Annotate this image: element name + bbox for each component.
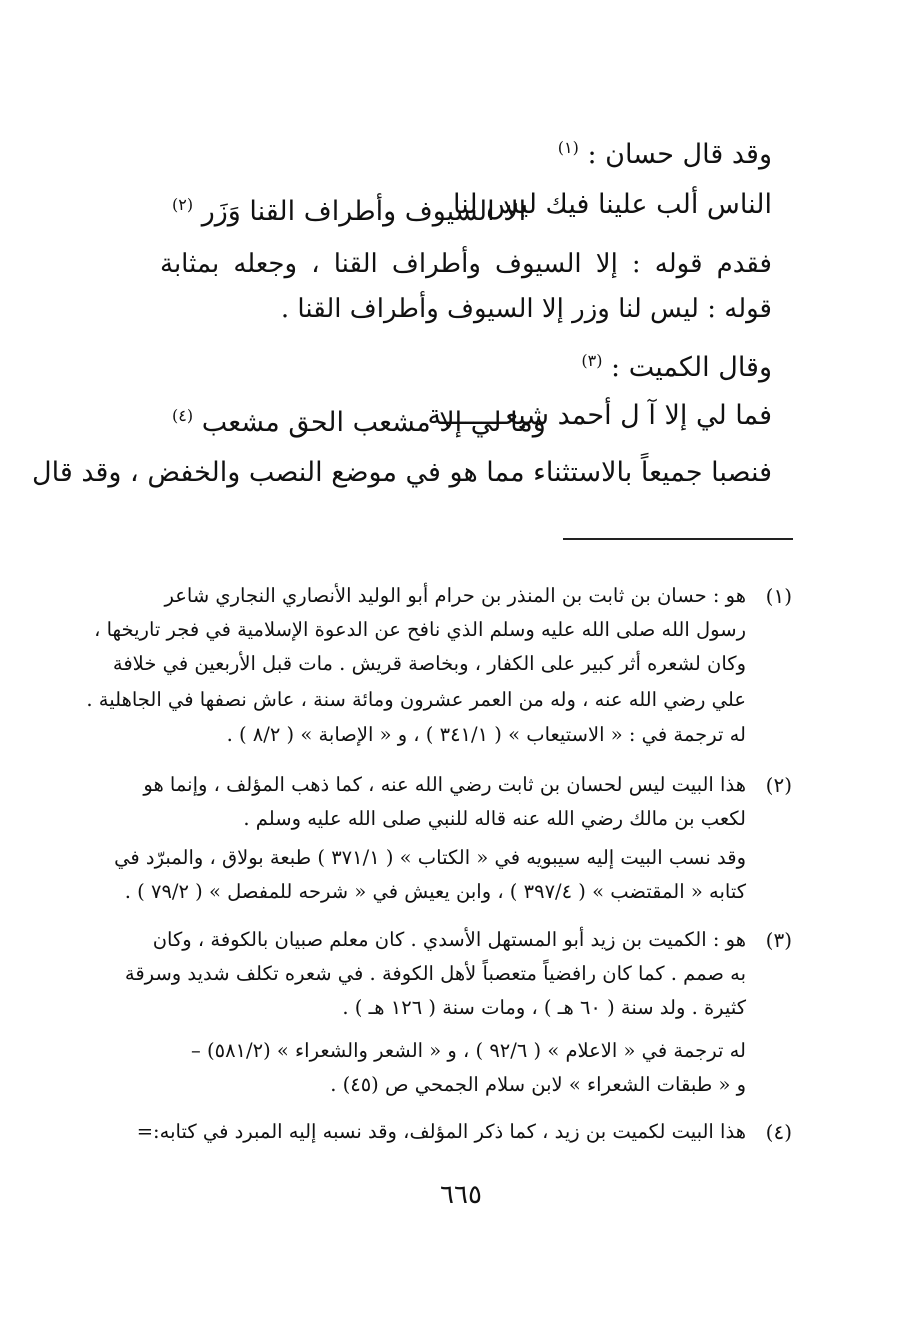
footnote-number-4: (٤) (765, 1120, 792, 1144)
footnote-3-line: به صمم . كما كان رافضياً متعصباً لأهل الكوفة . في شعره تكلف شديد وسرقة (124, 962, 746, 985)
footnote-3-line: هو : الكميت بن زيد أبو المستهل الأسدي . كان معلم صبيان بالكوفة ، وكان (152, 928, 746, 951)
footnote-ref-2: (٢) (172, 195, 194, 214)
footnote-number-3: (٣) (765, 928, 792, 952)
verse2-second-hemistich (172, 401, 546, 438)
footnote-1-line: وكان لشعره أثر كبير على الكفار ، وبخاصة قريش . مات قبل الأربعين في خلافة (112, 652, 746, 675)
verse1-second-text: الا السيوف وأطراف القنا وَزَر (201, 196, 527, 227)
intro-text-2: وقال الكميت : (611, 352, 772, 383)
page-number: ٦٦٥ (440, 1180, 482, 1210)
footnote-ref-4: (٤) (172, 406, 194, 425)
footnote-1-line: له ترجمة في : « الاستيعاب » ( ٣٤١/١ ) ، و « الإصابة » ( ٨/٢ ) . (226, 723, 746, 746)
footnote-4-line: هذا البيت لكميت بن زيد ، كما ذكر المؤلف، وقد نسبه إليه المبرد في كتابه:= (136, 1120, 746, 1143)
intro-line-hassan (132, 133, 772, 170)
verse1-first-hemistich: الناس ألب علينا فيك ليس لنا (453, 189, 772, 220)
explanation-paragraph-2: فنصبا جميعاً بالاستثناء مما هو في موضع النصب والخفض ، وقد قال (32, 457, 772, 488)
verse2-second-text: وما لي إلا مشعب الحق مشعب (201, 407, 546, 438)
footnote-separator (563, 538, 793, 540)
footnote-2-line: وقد نسب البيت إليه سيبويه في « الكتاب » ( ٣٧١/١ ) طبعة بولاق ، والمبرّد في (114, 846, 746, 869)
footnote-1-line: رسول الله صلى الله عليه وسلم الذي نافح عن الدعوة الإسلامية في فجر تاريخها ، (94, 618, 746, 641)
footnote-1-line: علي رضي الله عنه ، وله من العمر عشرون ومائة سنة ، عاش نصفها في الجاهلية . (86, 688, 746, 711)
footnote-ref-1: (١) (557, 138, 579, 157)
intro-text: وقد قال حسان : (587, 139, 772, 170)
footnote-2-line: لكعب بن مالك رضي الله عنه قاله للنبي صلى الله عليه وسلم . (243, 807, 746, 830)
footnote-1-line: هو : حسان بن ثابت بن المنذر بن حرام أبو الوليد الأنصاري النجاري شاعر (164, 584, 746, 607)
footnote-ref-3: (٣) (581, 351, 603, 370)
footnote-3-line: كثيرة . ولد سنة ( ٦٠ هـ ) ، ومات سنة ( ١٢٦ هـ ) . (342, 996, 746, 1019)
footnote-2-line: هذا البيت ليس لحسان بن ثابت رضي الله عنه ، كما ذهب المؤلف ، وإنما هو (143, 773, 746, 796)
explanation-paragraph-1: فقدم قوله : إلا السيوف وأطراف القنا ، وجعله بمثابة قوله : ليس لنا وزر إلا السيوف وأطراف القنا . (160, 249, 772, 324)
footnote-number-2: (٢) (765, 773, 792, 797)
footnote-2-line: كتابه « المقتضب » ( ٣٩٧/٤ ) ، وابن يعيش في « شرحه للمفصل » ( ٧٩/٢ ) . (124, 880, 746, 903)
verse2-first-hemistich: فما لي إلا آ ل أحمد شيعــــــــة (427, 400, 772, 431)
footnote-number-1: (١) (765, 584, 792, 608)
footnote-3-line: و « طبقات الشعراء » لابن سلام الجمحي ص (٤٥) . (330, 1073, 746, 1096)
verse1-second-hemistich (172, 190, 526, 227)
intro-line-kumait (132, 346, 772, 383)
footnote-3-line: له ترجمة في « الاعلام » ( ٩٢/٦ ) ، و « الشعر والشعراء » (٥٨١/٢) – (191, 1039, 746, 1062)
